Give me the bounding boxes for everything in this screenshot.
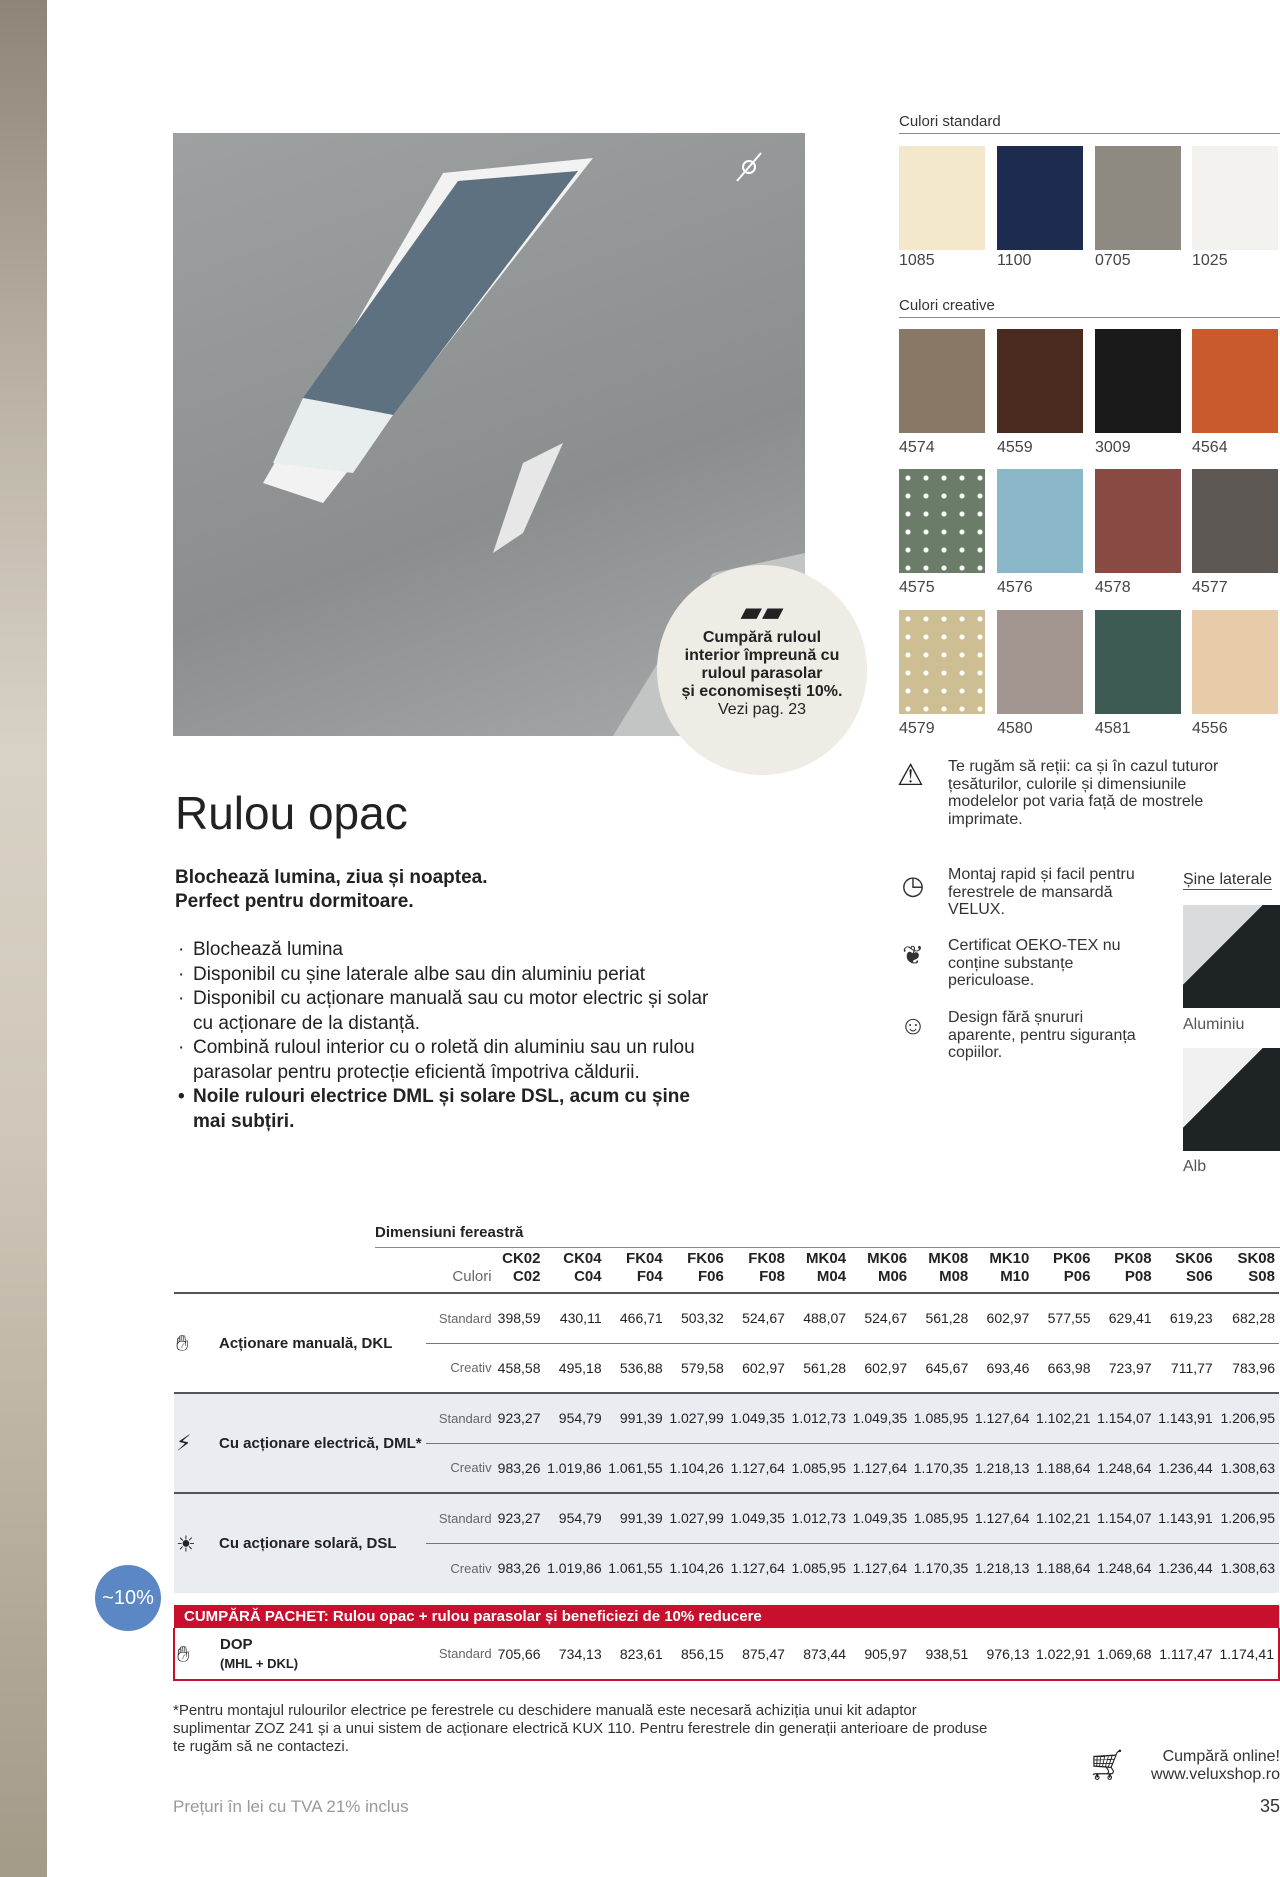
price-cell: 1.236,44 [1156,1543,1217,1593]
price-cell: 1.117,47 [1156,1628,1217,1680]
price-cell: 991,39 [606,1493,667,1543]
price-cell: 705,66 [496,1628,545,1680]
size-header [667,1250,728,1293]
price-cell: 875,47 [728,1628,789,1680]
price-cell: 1.127,64 [850,1443,911,1493]
swatch-code: 4581 [1095,720,1131,737]
color-swatch[interactable] [1192,610,1278,714]
page-title: Rulou opac [175,787,408,839]
price-cell: 1.236,44 [1156,1443,1217,1493]
package-banner-row [174,1605,1279,1628]
size-header [1094,1250,1155,1293]
price-cell: 561,28 [789,1343,850,1393]
price-cell: 398,59 [497,1310,541,1327]
swatch-code: 1025 [1192,252,1228,269]
color-swatch[interactable] [997,610,1083,714]
price-cell: 458,58 [496,1343,545,1393]
colors-header: Culori [452,1268,492,1285]
blinds-icon: ▰▰ [740,596,784,627]
price-cell: 561,28 [925,1310,969,1327]
swatch-code: 4559 [997,439,1033,456]
swatch-code: 4580 [997,720,1033,737]
badge-text: și economisești 10%. [681,683,843,700]
price-cell: 577,55 [1047,1310,1091,1327]
feature-text: Certificat OEKO-TEX nu conține substanțe periculoase. [948,937,1121,989]
size-code: CK04 [563,1250,602,1267]
price-cell: 1.019,86 [545,1443,606,1493]
size-header [545,1250,606,1293]
clock-icon: ◷ [901,870,925,900]
swatch-code: 4577 [1192,579,1228,596]
price-cell: 783,96 [1217,1343,1279,1393]
spacer [174,1593,426,1605]
size-header [789,1250,850,1293]
price-cell: 645,67 [911,1343,972,1393]
size-header [972,1250,1033,1293]
package-name: DOP [220,1635,253,1653]
dimensions-label: Dimensiuni fereastră [375,1224,1280,1248]
color-swatch[interactable] [1095,610,1181,714]
price-cell: 693,46 [972,1343,1033,1393]
price-cell: 663,98 [1033,1343,1094,1393]
swatch-code: 4578 [1095,579,1131,596]
price-cell: 1.218,13 [972,1443,1033,1493]
warning-text: Te rugăm să reții: ca și în cazul tuturor țesăturilor, culorile și dimensiunile modelelor pot varia față de mostrele imprimate. [948,758,1219,828]
swatch-code: 1100 [997,252,1032,269]
subtitle-line: Blochează lumina, ziua și noaptea. [175,867,488,888]
size-header [728,1250,789,1293]
row-group-label [174,1493,426,1593]
size-code: SK06 [1175,1250,1213,1267]
size-code: SK08 [1237,1250,1275,1267]
list-item: · Combină ruloul interior cu o roletă din aluminiu sau un rulou parasolar pentru protecție eficientă împotriva căldurii. [175,1036,715,1085]
price-cell: 488,07 [803,1310,847,1327]
hand-icon: ✋︎ [177,1641,190,1666]
price-cell: 1.170,35 [911,1543,972,1593]
price-cell: 1.085,95 [911,1393,972,1443]
price-cell: 923,27 [496,1393,545,1443]
package-sub: (MHL + DKL) [220,1655,299,1671]
price-cell: 1.012,73 [789,1493,850,1543]
price-cell: 1.049,35 [728,1493,789,1543]
price-cell: 524,67 [864,1310,908,1327]
price-cell: 1.061,55 [606,1543,667,1593]
spacer-row [174,1593,1279,1605]
price-cell: 1.049,35 [850,1393,911,1443]
color-swatch[interactable] [1095,329,1181,433]
price-cell: 1.085,95 [789,1443,850,1493]
color-type: Standard [438,1310,492,1326]
color-swatch[interactable] [899,610,985,714]
price-cell: 579,58 [667,1343,728,1393]
swatch-code: 3009 [1095,439,1131,456]
price-cell: 1.104,26 [667,1543,728,1593]
table-row [174,1293,1279,1343]
feature-text: Design fără șnururi aparente, pentru siguranța copiilor. [948,1009,1136,1061]
price-cell: 619,23 [1169,1310,1213,1327]
price-cell: 938,51 [911,1628,972,1680]
price-cell: 1.085,95 [911,1493,972,1543]
price-cell: 1.061,55 [606,1443,667,1493]
price-cell: 954,79 [545,1393,606,1443]
package-label [174,1628,426,1680]
cart-icon[interactable]: 🛒︎ [1088,1749,1127,1782]
badge-page-ref: Vezi pag. 23 [717,701,807,718]
price-cell: 1.170,35 [911,1443,972,1493]
color-swatch[interactable] [997,329,1083,433]
hand-icon: ✋︎ [176,1330,189,1356]
price-cell: 976,13 [972,1628,1033,1680]
swatch-code: 4564 [1192,439,1228,456]
price-cell: 1.206,95 [1217,1493,1279,1543]
price-cell: 430,11 [559,1310,602,1327]
price-cell: 1.012,73 [789,1393,850,1443]
swatch-code: 4574 [899,439,935,456]
child-face-icon: ☺ [899,1010,927,1040]
subtitle-line: Perfect pentru dormitoare. [175,891,414,912]
price-cell: 1.102,21 [1033,1493,1094,1543]
price-cell: 682,28 [1232,1310,1275,1327]
price-cell: 1.019,86 [545,1543,606,1593]
price-cell: 1.049,35 [728,1393,789,1443]
size-code-alt: F08 [759,1268,785,1285]
size-code: PK06 [1052,1250,1091,1267]
price-cell: 1.174,41 [1217,1628,1279,1680]
price-cell: 1.143,91 [1156,1493,1217,1543]
price-cell: 905,97 [850,1628,911,1680]
price-cell: 1.308,63 [1217,1443,1279,1493]
rail-white-label: Alb [1183,1158,1207,1175]
size-code-alt: S06 [1186,1268,1213,1285]
feature-list [175,938,715,1134]
size-code-alt: M10 [1000,1268,1030,1285]
rail-aluminium-image [1183,905,1280,1008]
list-item: • Noile rulouri electrice DML și solare DSL, acum cu șine mai subțiri. [175,1085,715,1134]
swatch-code: 4576 [997,579,1033,596]
size-code: MK04 [806,1250,847,1267]
color-swatch[interactable] [899,469,985,573]
list-item: · Disponibil cu șine laterale albe sau din aluminiu periat [175,963,715,988]
price-cell: 734,13 [545,1628,606,1680]
table-row [174,1628,1279,1680]
price-cell: 991,39 [606,1393,667,1443]
price-cell: 1.022,91 [1033,1628,1094,1680]
size-code-alt: P08 [1124,1268,1152,1285]
creative-colors-label: Culori creative [899,297,1280,318]
shop-cta: Cumpără online! [1162,1748,1280,1765]
solar-icon: ☀︎ [176,1531,196,1556]
size-code: MK10 [989,1250,1030,1267]
price-cell: 1.127,64 [972,1493,1033,1543]
price-cell: 1.248,64 [1094,1443,1155,1493]
badge-text: Cumpără ruloul [702,629,822,646]
price-cell: 983,26 [496,1543,545,1593]
plug-icon: ⚡︎ [176,1430,192,1456]
color-swatch[interactable] [1095,146,1181,250]
size-header [606,1250,667,1293]
size-code-alt: M06 [877,1268,908,1285]
rail-aluminium-label: Aluminiu [1183,1016,1245,1033]
price-cell: 602,97 [986,1310,1030,1327]
price-cell: 1.104,26 [667,1443,728,1493]
price-cell: 1.206,95 [1217,1393,1279,1443]
color-type: Standard [426,1493,496,1543]
color-swatch[interactable] [1095,469,1181,573]
price-cell: 923,27 [496,1493,545,1543]
size-header [1217,1250,1279,1293]
feature-text: Montaj rapid și facil pentru ferestrele de mansardă VELUX. [948,866,1135,918]
background-photo-strip [0,0,47,1877]
price-cell: 711,77 [1156,1343,1217,1393]
group-label: Acționare manuală, DKL [219,1334,393,1352]
promo-badge[interactable] [657,565,867,775]
table-row [174,1493,1279,1543]
price-cell: 1.127,64 [972,1393,1033,1443]
swatch-code: 4556 [1192,720,1228,737]
price-cell: 1.188,64 [1033,1443,1094,1493]
size-code: FK04 [626,1250,663,1267]
discount-badge: ~10% [95,1565,161,1631]
standard-colors-label: Culori standard [899,113,1280,134]
badge-text: ruloul parasolar [701,665,823,682]
price-cell: 1.308,63 [1217,1543,1279,1593]
price-cell: 1.049,35 [850,1493,911,1543]
row-group-label [174,1293,426,1393]
price-cell: 1.027,99 [667,1393,728,1443]
footnote: *Pentru montajul rulourilor electrice pe ferestrele cu deschidere manuală este necesară achiziția unui kit adaptor suplimentar ZOZ 241 și a unui sistem de acționare electrică KUX 110. Pentru ferestrele din generații anterioare de produse te rugăm să ne contactezi. [173,1702,988,1755]
size-code: FK08 [748,1250,785,1267]
swatch-code: 4579 [899,720,935,737]
size-header [496,1250,545,1293]
color-type: Creativ [426,1443,496,1493]
list-item: · Disponibil cu acționare manuală sau cu motor electric și solar cu acționare de la distanță. [175,987,715,1036]
color-swatch[interactable] [899,146,985,250]
price-cell: 495,18 [545,1343,606,1393]
leaf-icon: ❦ [902,940,924,970]
size-code-alt: C02 [512,1268,541,1285]
group-label: Cu acționare electrică, DML* [219,1434,422,1452]
price-cell: 1.027,99 [667,1493,728,1543]
color-swatch[interactable] [1192,146,1278,250]
swatch-code: 4575 [899,579,935,596]
price-cell: 1.154,07 [1094,1393,1155,1443]
color-type: Creativ [426,1343,496,1393]
size-header [1156,1250,1217,1293]
price-cell: 602,97 [728,1343,789,1393]
row-group-label [174,1393,426,1493]
table-corner [174,1250,426,1293]
price-cell: 823,61 [606,1628,667,1680]
price-cell: 466,71 [619,1310,663,1327]
size-code: CK02 [502,1250,541,1267]
prices-note: Prețuri în lei cu TVA 21% inclus [173,1797,409,1816]
price-cell: 1.127,64 [728,1443,789,1493]
color-swatch[interactable] [997,469,1083,573]
color-swatch[interactable] [1192,469,1278,573]
rail-white-image [1183,1048,1280,1151]
color-type: Standard [426,1628,496,1680]
size-header [850,1250,911,1293]
color-swatch[interactable] [997,146,1083,250]
size-code-alt: C04 [574,1268,602,1285]
price-cell: 1.102,21 [1033,1393,1094,1443]
color-swatch[interactable] [899,329,985,433]
size-code-alt: S08 [1248,1268,1275,1285]
size-header [911,1250,972,1293]
price-cell: 1.085,95 [789,1543,850,1593]
price-cell: 1.218,13 [972,1543,1033,1593]
price-cell: 873,44 [789,1628,850,1680]
size-code: MK08 [928,1250,969,1267]
swatch-code: 1085 [899,252,935,269]
price-cell: 1.069,68 [1094,1628,1155,1680]
size-code-alt: P06 [1063,1268,1091,1285]
table-row [174,1393,1279,1443]
color-swatch[interactable] [1192,329,1278,433]
price-cell: 1.188,64 [1033,1543,1094,1593]
price-cell: 536,88 [606,1343,667,1393]
badge-text: interior împreună cu [684,647,840,664]
list-item: · Blochează lumina [175,938,715,963]
size-code-alt: M08 [939,1268,969,1285]
price-cell: 954,79 [545,1493,606,1543]
price-cell: 1.127,64 [850,1543,911,1593]
size-code: MK06 [867,1250,908,1267]
price-cell: 723,97 [1094,1343,1155,1393]
price-cell: 524,67 [742,1310,785,1327]
price-cell: 1.154,07 [1094,1493,1155,1543]
page-number: 35 [1259,1796,1280,1816]
swatch-code: 0705 [1095,252,1131,269]
size-code-alt: F04 [636,1268,663,1285]
price-cell: 1.143,91 [1156,1393,1217,1443]
price-cell: 629,41 [1108,1310,1152,1327]
size-code-alt: F06 [697,1268,724,1285]
color-type: Creativ [426,1543,496,1593]
price-cell: 1.127,64 [728,1543,789,1593]
size-header [1033,1250,1094,1293]
shop-url[interactable]: www.veluxshop.ro [1151,1766,1280,1783]
size-code: PK08 [1114,1250,1152,1267]
price-cell: 602,97 [850,1343,911,1393]
rails-label: Șine laterale [1183,871,1272,888]
shop-link[interactable] [1151,1748,1280,1784]
price-table [173,1250,1280,1681]
size-code-alt: M04 [816,1268,847,1285]
price-cell: 1.248,64 [1094,1543,1155,1593]
package-banner: CUMPĂRĂ PACHET: Rulou opac + rulou parasolar și beneficiezi de 10% reducere [174,1605,1279,1628]
warning-icon: ⚠ [897,759,924,792]
price-cell: 856,15 [667,1628,728,1680]
color-type: Standard [426,1393,496,1443]
price-cell: 983,26 [496,1443,545,1493]
price-cell: 503,32 [681,1310,724,1327]
size-code: FK06 [687,1250,724,1267]
subtitle [175,866,488,914]
group-label: Cu acționare solară, DSL [219,1535,397,1552]
